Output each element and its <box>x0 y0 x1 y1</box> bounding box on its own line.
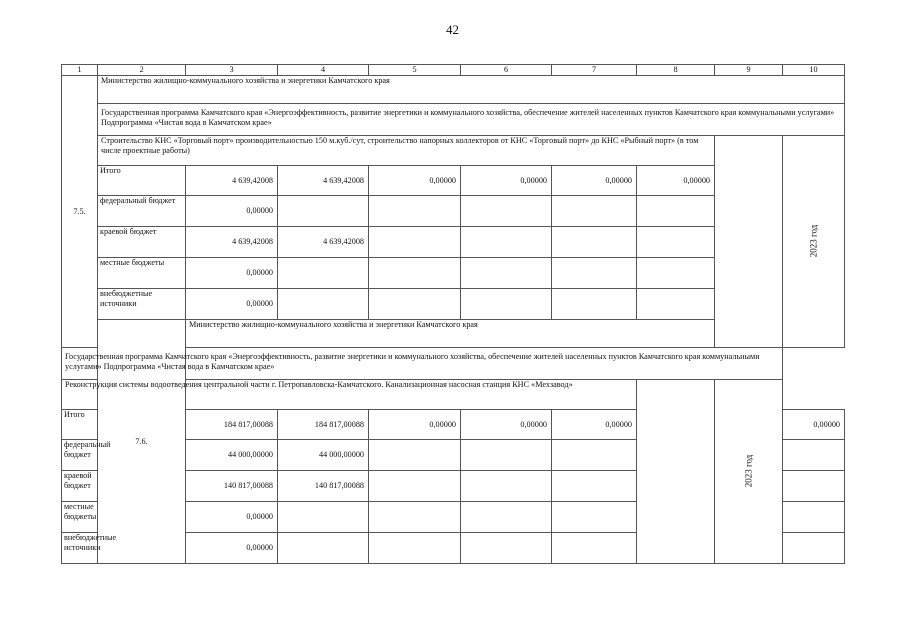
value-cell: 4 639,42008 <box>278 166 369 196</box>
value-cell <box>278 258 369 289</box>
empty-col-9 <box>715 136 783 348</box>
page-number: 42 <box>446 22 459 37</box>
project-name: Реконструкция системы водоотведения центральной части г. Петропавловска-Камчатского. Канализационная насосная станция КНС «Мехзавод» <box>62 380 637 410</box>
value-cell <box>637 289 715 320</box>
value-cell <box>461 227 552 258</box>
value-cell <box>369 289 461 320</box>
value-cell <box>637 258 715 289</box>
row-label: внебюджетные источники <box>62 533 98 564</box>
value-cell: 140 817,00088 <box>278 471 369 502</box>
value-cell: 0,00000 <box>461 410 552 440</box>
row-label: местные бюджеты <box>98 258 186 289</box>
row-label: федеральный бюджет <box>62 440 98 471</box>
value-cell: 0,00000 <box>186 258 278 289</box>
value-cell <box>783 533 845 564</box>
row-label: Итого <box>98 166 186 196</box>
value-cell <box>783 502 845 533</box>
value-cell <box>461 471 552 502</box>
project-name: Строительство КНС «Торговый порт» производительностью 150 м.куб./сут, строительство напорных коллекторов от КНС «Торговый порт» до КНС «Рыбный порт» (в том числе проектные работы) <box>98 136 715 166</box>
ministry-name: Министерство жилищно-коммунального хозяйства и энергетики Камчатского края <box>98 76 845 104</box>
value-cell <box>552 289 637 320</box>
col-header: 10 <box>783 65 845 76</box>
program-row <box>62 348 845 380</box>
value-cell: 184 817,00088 <box>278 410 369 440</box>
value-cell <box>637 196 715 227</box>
value-cell: 4 639,42008 <box>278 227 369 258</box>
program-row <box>62 104 845 136</box>
project-row <box>62 380 845 410</box>
value-cell <box>461 258 552 289</box>
value-cell <box>783 471 845 502</box>
value-cell: 0,00000 <box>369 410 461 440</box>
value-cell: 0,00000 <box>637 166 715 196</box>
value-cell <box>461 440 552 471</box>
value-cell: 184 817,00088 <box>186 410 278 440</box>
ministry-name: Министерство жилищно-коммунального хозяйства и энергетики Камчатского края <box>186 320 845 348</box>
value-cell: 0,00000 <box>186 289 278 320</box>
program-name: Государственная программа Камчатского края «Энергоэффективность, развитие энергетики и коммунального хозяйства, обеспечение жителей населенных пунктов Камчатского края коммунальными услугами» Подпрограмма «Чистая вода в Камчатском крае» <box>62 348 783 380</box>
value-cell <box>369 440 461 471</box>
value-cell <box>369 258 461 289</box>
row-label: местные бюджеты <box>62 502 98 533</box>
ministry-row <box>62 320 845 348</box>
value-cell <box>552 440 637 471</box>
col-header: 5 <box>369 65 461 76</box>
ministry-row <box>62 76 845 104</box>
column-numbers-row <box>62 65 845 76</box>
section-code: 7.5. <box>62 76 98 348</box>
value-cell <box>552 471 637 502</box>
col-header: 6 <box>461 65 552 76</box>
section-code: 7.6. <box>98 320 186 564</box>
value-cell <box>278 502 369 533</box>
value-cell <box>369 533 461 564</box>
deadline: 2023 год <box>783 136 845 348</box>
col-header: 9 <box>715 65 783 76</box>
value-cell: 4 639,42008 <box>186 227 278 258</box>
col-header: 3 <box>186 65 278 76</box>
col-header: 7 <box>552 65 637 76</box>
row-label: краевой бюджет <box>98 227 186 258</box>
value-cell <box>461 502 552 533</box>
value-cell <box>552 502 637 533</box>
value-cell: 140 817,00088 <box>186 471 278 502</box>
value-cell <box>461 289 552 320</box>
project-row <box>62 136 845 166</box>
row-label: федеральный бюджет <box>98 196 186 227</box>
value-cell <box>369 227 461 258</box>
program-table <box>61 64 845 564</box>
col-header: 4 <box>278 65 369 76</box>
value-cell: 0,00000 <box>552 410 637 440</box>
value-cell: 44 000,00000 <box>186 440 278 471</box>
program-name: Государственная программа Камчатского края «Энергоэффективность, развитие энергетики и коммунального хозяйства, обеспечение жителей населенных пунктов Камчатского края коммунальными услугами» Подпрограмма «Чистая вода в Камчатском крае» <box>98 104 845 136</box>
value-cell: 0,00000 <box>369 166 461 196</box>
value-cell: 0,00000 <box>186 502 278 533</box>
empty-col-9 <box>637 380 715 564</box>
col-header: 1 <box>62 65 98 76</box>
value-cell <box>552 258 637 289</box>
value-cell: 4 639,42008 <box>186 166 278 196</box>
value-cell <box>278 533 369 564</box>
value-cell: 0,00000 <box>186 196 278 227</box>
row-label: краевой бюджет <box>62 471 98 502</box>
col-header: 2 <box>98 65 186 76</box>
value-cell <box>278 196 369 227</box>
row-label: Итого <box>62 410 98 440</box>
value-cell <box>369 502 461 533</box>
col-header: 8 <box>637 65 715 76</box>
value-cell <box>461 533 552 564</box>
value-cell <box>552 227 637 258</box>
value-cell <box>552 533 637 564</box>
value-cell: 0,00000 <box>552 166 637 196</box>
value-cell: 0,00000 <box>461 166 552 196</box>
value-cell <box>369 471 461 502</box>
value-cell <box>278 289 369 320</box>
value-cell <box>637 227 715 258</box>
value-cell <box>783 440 845 471</box>
deadline: 2023 год <box>715 380 783 564</box>
row-label: внебюджетные источники <box>98 289 186 320</box>
value-cell <box>369 196 461 227</box>
value-cell: 0,00000 <box>186 533 278 564</box>
value-cell: 44 000,00000 <box>278 440 369 471</box>
value-cell <box>461 196 552 227</box>
value-cell: 0,00000 <box>783 410 845 440</box>
value-cell <box>552 196 637 227</box>
